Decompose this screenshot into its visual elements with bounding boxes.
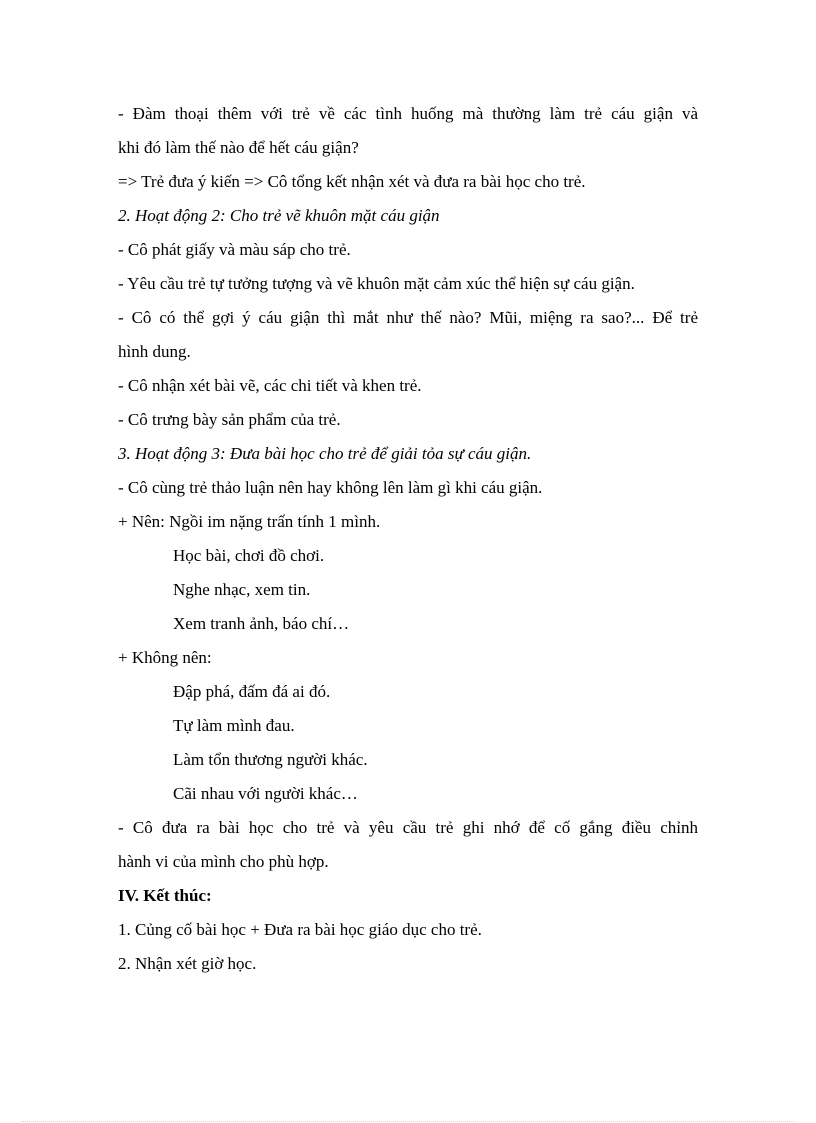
list-item: Tự làm mình đau.	[173, 716, 295, 735]
list-item: Đập phá, đấm đá ai đó.	[173, 682, 331, 701]
paragraph-line: - Cô cùng trẻ thảo luận nên hay không lên làm gì khi cáu giận.	[118, 478, 543, 497]
list-item: Làm tổn thương người khác.	[173, 750, 368, 769]
list-heading-should: + Nên: Ngồi im nặng trấn tính 1 mình.	[118, 512, 381, 531]
paragraph-line: hành vi của mình cho phù hợp.	[118, 852, 329, 871]
list-item: Nghe nhạc, xem tin.	[173, 580, 311, 599]
section-heading-activity-3: 3. Hoạt động 3: Đưa bài học cho trẻ để giải tỏa sự cáu giận.	[118, 444, 532, 463]
paragraph-line: 1. Củng cố bài học + Đưa ra bài học giáo dục cho trẻ.	[118, 920, 482, 939]
list-heading-should-not: + Không nên:	[118, 648, 212, 667]
paragraph-line: - Cô đưa ra bài học cho trẻ và yêu cầu trẻ ghi nhớ để cố gắng điều chỉnh	[118, 818, 698, 837]
document-body	[118, 97, 698, 981]
paragraph-line: - Cô trưng bày sản phẩm của trẻ.	[118, 410, 341, 429]
list-item: Xem tranh ảnh, báo chí…	[173, 614, 350, 633]
paragraph-line: - Cô phát giấy và màu sáp cho trẻ.	[118, 240, 351, 259]
paragraph-line: 2. Nhận xét giờ học.	[118, 954, 257, 973]
paragraph-line: - Đàm thoại thêm với trẻ về các tình huống mà thường làm trẻ cáu giận và	[118, 104, 698, 123]
section-heading-conclusion: IV. Kết thúc:	[118, 886, 212, 905]
paragraph-line: - Yêu cầu trẻ tự tưởng tượng và vẽ khuôn mặt cảm xúc thể hiện sự cáu giận.	[118, 274, 635, 293]
section-heading-activity-2: 2. Hoạt động 2: Cho trẻ vẽ khuôn mặt cáu giận	[118, 206, 440, 225]
paragraph-line: => Trẻ đưa ý kiến => Cô tổng kết nhận xét và đưa ra bài học cho trẻ.	[118, 172, 586, 191]
paragraph-line: hình dung.	[118, 342, 191, 361]
page-bottom-divider	[22, 1121, 794, 1122]
list-item: Học bài, chơi đồ chơi.	[173, 546, 325, 565]
paragraph-line: - Cô có thể gợi ý cáu giận thì mắt như thế nào? Mũi, miệng ra sao?... Để trẻ	[118, 308, 698, 327]
paragraph-line: - Cô nhận xét bài vẽ, các chi tiết và khen trẻ.	[118, 376, 422, 395]
list-item: Cãi nhau với người khác…	[173, 784, 358, 803]
paragraph-line: khi đó làm thế nào để hết cáu giận?	[118, 138, 359, 157]
